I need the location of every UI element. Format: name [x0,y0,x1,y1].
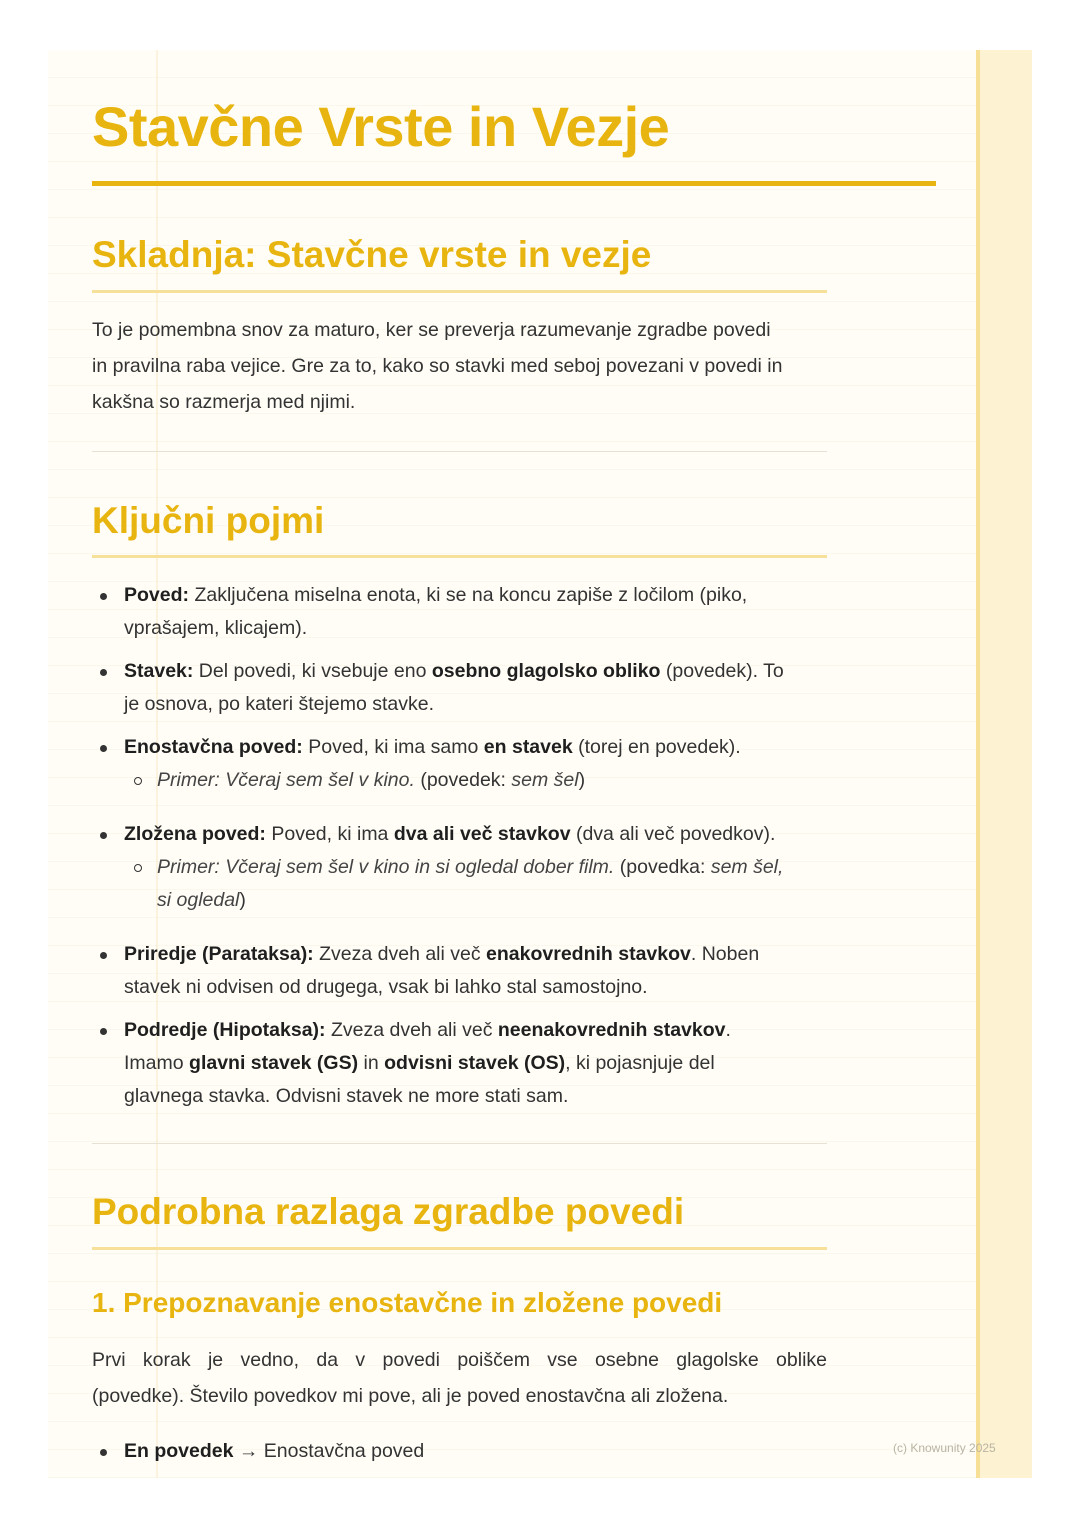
term: Priredje (Parataksa): [124,943,314,965]
term: Podredje (Hipotaksa): [124,1019,326,1041]
arrow-icon: → [238,1440,259,1462]
list-item-zlozena-poved [124,818,829,851]
list-item-poved [124,579,829,645]
section-heading-podrobna-razlaga: Podrobna razlaga zgradbe povedi [92,1191,685,1232]
subsection-heading: 1. Prepoznavanje enostavčne in zložene povedi [92,1287,723,1318]
definition-text: in [363,1052,379,1074]
definition-text: , ki pojasnjuje del [565,1052,715,1074]
intro-line: in pravilna raba vejice. Gre za to, kako so stavki med seboj povezani v povedi in [92,355,783,377]
term: Enostavčna poved: [124,736,303,758]
section-heading-underline [92,555,827,558]
emphasis: glavni stavek (GS) [189,1052,359,1074]
definition-text: Zveza dveh ali več [330,1019,493,1041]
emphasis: osebno glagolsko obliko [431,660,661,682]
definition-text: Del povedi, ki vsebuje eno [198,660,427,682]
example-predicate: sem šel [511,769,579,791]
example-sentence: Primer: Včeraj sem šel v kino. [157,769,415,791]
definition-text: Zveza dveh ali več [319,943,481,965]
page-title: Stavčne Vrste in Vezje [92,95,670,158]
emphasis: neenakovrednih stavkov [497,1019,726,1041]
list-item-priredje [124,938,829,1004]
side-strip-border [976,50,980,1478]
definition-text: . [725,1019,731,1041]
emphasis: enakovrednih stavkov [486,943,691,965]
definition-text: Poved, ki ima samo [308,736,479,758]
definition-text: stavek ni odvisen od drugega, vsak bi lahko stal samostojno. [124,976,648,998]
list-item-enostavcna-poved [124,731,829,764]
term: Poved: [124,584,190,606]
example-enostavcna [157,764,829,797]
example-note: ) [578,769,586,791]
definition-text: (torej en povedek). [578,736,741,758]
side-strip [976,50,1032,1478]
explanation-paragraph [92,1342,827,1414]
example-note: ) [239,889,246,911]
emphasis: dva ali več stavkov [393,823,571,845]
definition-text: Poved, ki ima [271,823,389,845]
list-item-stavek [124,655,829,721]
definition-text: (povedek). To [665,660,784,682]
definition-text: . Noben [690,943,760,965]
title-underline [92,181,936,186]
list-item-podredje [124,1014,829,1113]
paragraph-line: (povedke). Število povedkov mi pove, ali je poved enostavčna ali zložena. [92,1385,729,1407]
section-heading-underline [92,290,827,293]
emphasis: en stavek [483,736,573,758]
definition-text: Zaključena miselna enota, ki se na koncu zapiše z ločilom (piko, [194,584,748,606]
definition-text: (dva ali več povedkov). [575,823,776,845]
example-predicate: sem šel, [710,856,784,878]
copyright-notice: (c) Knowunity 2025 [893,1441,996,1455]
example-predicate: si ogledal [157,889,240,911]
definition-text: vprašajem, klicajem). [124,617,308,639]
term: En povedek [124,1440,234,1462]
section-divider [92,1143,827,1144]
example-zlozena [157,851,829,917]
section-heading-kljucni-pojmi: Ključni pojmi [92,500,325,541]
definition-text: glavnega stavka. Odvisni stavek ne more stati sam. [124,1085,569,1107]
intro-line: To je pomembna snov za maturo, ker se preverja razumevanje zgradbe povedi [92,319,771,341]
emphasis: odvisni stavek (OS) [384,1052,566,1074]
definition-text: je osnova, po kateri štejemo stavke. [124,693,434,715]
list-item-en-povedek [124,1435,829,1468]
section-divider [92,451,827,452]
paragraph-line: Prvi korak je vedno, da v povedi poiščem vse osebne glagolske oblike [92,1349,827,1371]
definition-text: Enostavčna poved [263,1440,425,1462]
example-note: (povedka: [619,856,706,878]
example-sentence: Primer: Včeraj sem šel v kino in si ogledal dober film. [157,856,615,878]
intro-paragraph [92,312,827,420]
term: Zložena poved: [124,823,266,845]
term: Stavek: [124,660,194,682]
definition-text: Imamo [124,1052,184,1074]
intro-line: kakšna so razmerja med njimi. [92,391,356,413]
section-heading-underline [92,1247,827,1250]
section-heading-skladnja: Skladnja: Stavčne vrste in vezje [92,234,652,275]
example-note: (povedek: [420,769,506,791]
